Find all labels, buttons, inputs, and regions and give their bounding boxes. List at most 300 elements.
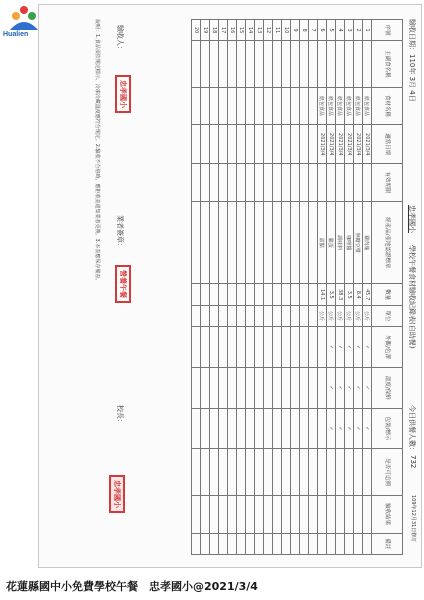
table-row [210,20,219,555]
table-cell [354,533,363,554]
table-cell: 公斤 [327,305,336,326]
table-cell: 公斤 [363,305,372,326]
table-cell [255,41,264,87]
table-cell: ✓ [363,327,372,368]
col-header: 包裝/標示 [372,408,403,449]
table-cell [291,533,300,554]
table-cell [273,284,282,305]
table-cell: 17 [219,20,228,41]
table-cell [201,202,210,284]
table-cell [246,164,255,202]
table-cell: 15 [237,20,246,41]
table-cell [192,533,201,554]
table-cell [246,284,255,305]
table-cell [345,449,354,495]
table-cell [192,408,201,449]
table-cell [228,408,237,449]
col-header: 溫度/保鮮 [372,367,403,408]
table-cell [300,284,309,305]
table-cell [300,449,309,495]
table-cell [219,449,228,495]
table-cell: 4 [336,20,345,41]
table-cell [309,87,318,125]
table-cell [363,449,372,495]
table-cell [219,202,228,284]
table-cell: 公斤 [354,305,363,326]
table-cell [255,284,264,305]
table-row [273,20,282,555]
table-cell: ✓ [354,408,363,449]
table-cell [291,125,300,164]
table-cell [237,305,246,326]
table-cell [354,449,363,495]
table-row [246,20,255,555]
table-cell [237,284,246,305]
col-header: 數量 [372,284,403,305]
table-cell [192,202,201,284]
table-cell [282,495,291,533]
table-row [255,20,264,555]
table-cell: 2021/3/4 [363,125,372,164]
table-cell [255,164,264,202]
table-cell: 2021/3/4 [318,125,327,164]
table-cell [192,367,201,408]
table-cell [282,41,291,87]
inspector-label: 驗收人： [116,25,124,53]
table-cell [318,449,327,495]
table-cell [219,164,228,202]
table-cell [273,367,282,408]
table-cell [309,533,318,554]
col-header: 有效期限 [372,164,403,202]
table-cell [237,495,246,533]
table-cell [255,408,264,449]
table-cell [309,305,318,326]
table-cell [237,449,246,495]
table-cell [237,533,246,554]
table-cell [201,87,210,125]
table-cell [219,408,228,449]
col-header: 經產品/產地認證標章 [372,202,403,284]
table-cell [237,367,246,408]
table-cell: 3 [345,20,354,41]
table-cell [228,533,237,554]
table-cell [363,533,372,554]
table-cell [246,495,255,533]
table-cell [228,41,237,87]
table-cell [228,449,237,495]
table-cell [291,449,300,495]
table-cell: ✓ [336,367,345,408]
table-cell [192,305,201,326]
table-cell [237,41,246,87]
table-cell [210,327,219,368]
table-cell [345,533,354,554]
table-cell [246,327,255,368]
table-cell [210,202,219,284]
table-cell [246,125,255,164]
table-cell [246,202,255,284]
table-cell: 紙包食品 [327,87,336,125]
table-row [282,20,291,555]
table-cell [336,41,345,87]
table-cell [309,408,318,449]
col-header: 序號 [372,20,403,41]
table-body [192,20,372,555]
table-cell [210,305,219,326]
table-cell: 19 [201,20,210,41]
table-cell [228,495,237,533]
table-cell [228,327,237,368]
table-cell [264,495,273,533]
table-cell [336,533,345,554]
table-cell [219,305,228,326]
table-cell [255,449,264,495]
principal-stamp: 忠孝國小 [109,475,125,513]
col-header: 外觀/色澤 [372,327,403,368]
table-cell [354,495,363,533]
table-cell [264,305,273,326]
table-cell: ✓ [363,408,372,449]
table-cell: 3.5 [327,284,336,305]
table-cell [210,41,219,87]
table-row [354,20,363,555]
table-cell [246,408,255,449]
table-cell [246,449,255,495]
table-cell [210,164,219,202]
table-row [228,20,237,555]
table-cell [228,305,237,326]
table-cell: 6 [318,20,327,41]
rotated-form [39,5,421,567]
table-cell [192,495,201,533]
table-cell [300,164,309,202]
table-cell: ✓ [327,327,336,368]
table-row [237,20,246,555]
table-cell [201,327,210,368]
table-cell [264,87,273,125]
table-cell [300,87,309,125]
table-cell [282,284,291,305]
table-cell [336,495,345,533]
table-cell [228,202,237,284]
table-cell [210,495,219,533]
table-cell [219,367,228,408]
table-cell: ✓ [327,367,336,408]
table-cell: 紙包食品 [345,87,354,125]
table-cell [264,327,273,368]
table-cell [345,41,354,87]
table-cell [273,202,282,284]
table-cell [327,164,336,202]
table-cell [282,87,291,125]
table-cell [363,164,372,202]
table-cell [192,125,201,164]
table-cell [309,327,318,368]
table-cell: 公斤 [345,305,354,326]
table-cell [264,408,273,449]
table-cell [192,164,201,202]
table-row [318,20,327,555]
table-cell: 18 [210,20,219,41]
col-header: 是否可追溯 [372,449,403,495]
table-row [291,20,300,555]
table-cell [219,87,228,125]
table-cell [192,87,201,125]
table-cell [291,327,300,368]
table-cell [273,533,282,554]
table-cell [246,305,255,326]
col-header: 驗收結果 [372,495,403,533]
table-cell: ✓ [345,327,354,368]
table-cell: ✓ [345,367,354,408]
table-cell [345,164,354,202]
table-row [300,20,309,555]
table-cell [309,495,318,533]
col-header: 備註 [372,533,403,554]
table-cell [354,41,363,87]
table-cell [246,41,255,87]
table-cell [309,367,318,408]
table-cell [210,449,219,495]
table-cell: 38.3 [336,284,345,305]
table-cell [300,125,309,164]
table-cell: 8.4 [354,284,363,305]
table-cell [264,449,273,495]
table-cell [327,41,336,87]
table-cell [264,284,273,305]
table-cell [300,495,309,533]
table-cell [318,164,327,202]
table-cell: 2021/3/4 [336,125,345,164]
table-cell [291,367,300,408]
col-header: 食材名稱 [372,87,403,125]
table-cell [318,41,327,87]
table-cell [309,125,318,164]
table-cell [318,408,327,449]
table-cell: ✓ [354,327,363,368]
table-cell [300,41,309,87]
table-cell [219,327,228,368]
table-cell: 雞肉塊 [363,202,372,284]
supplier-stamp: 營養午餐 [115,265,131,303]
table-cell [273,408,282,449]
table-cell [201,284,210,305]
logo-text: Hualien [3,31,29,38]
table-cell: 45.7 [363,284,372,305]
table-cell [228,367,237,408]
table-cell [228,125,237,164]
table-cell: 10 [282,20,291,41]
table-row [201,20,210,555]
table-cell [255,495,264,533]
table-row [219,20,228,555]
table-cell: 1 [363,20,372,41]
table-cell [264,164,273,202]
table-cell [291,164,300,202]
table-header-row [372,20,403,555]
meal-count-label: 今日供餐人數： [408,405,416,454]
table-cell: 雞蛋 [327,202,336,284]
table-cell [363,41,372,87]
table-cell [255,305,264,326]
inspector-stamp: 忠孝國小 [115,75,131,113]
col-header: 適當日期 [372,125,403,164]
table-cell [219,41,228,87]
table-cell: ✓ [345,408,354,449]
table-cell [291,305,300,326]
table-cell [291,408,300,449]
table-cell [237,164,246,202]
table-cell [255,125,264,164]
table-cell [201,41,210,87]
table-cell: 公斤 [318,305,327,326]
table-cell [255,533,264,554]
table-cell [309,202,318,284]
table-cell [210,87,219,125]
table-cell [336,449,345,495]
table-cell [228,284,237,305]
table-cell [291,41,300,87]
table-cell: 11 [273,20,282,41]
table-cell [336,164,345,202]
table-cell [282,164,291,202]
table-cell [273,449,282,495]
table-cell [237,202,246,284]
table-cell: 2 [354,20,363,41]
table-cell [219,284,228,305]
table-cell [309,449,318,495]
table-cell [201,164,210,202]
table-cell [201,495,210,533]
table-cell: ✓ [336,408,345,449]
table-cell: 紙包食品 [363,87,372,125]
table-cell: 調味料 [336,202,345,284]
table-cell: 紙包食品 [318,87,327,125]
table-cell [246,367,255,408]
table-cell [201,408,210,449]
table-cell: 公斤 [336,305,345,326]
table-cell: 紙包食品 [354,87,363,125]
table-cell [282,202,291,284]
table-cell [273,305,282,326]
table-cell [210,125,219,164]
table-cell [273,327,282,368]
table-cell [354,164,363,202]
table-cell [318,327,327,368]
table-cell: ✓ [363,367,372,408]
table-cell: 咖哩醬 [345,202,354,284]
table-cell [300,408,309,449]
table-cell [345,495,354,533]
table-cell: 2021/3/4 [327,125,336,164]
table-cell [264,125,273,164]
table-cell [264,367,273,408]
table-cell [318,533,327,554]
table-cell [192,449,201,495]
table-cell: 甜點 [318,202,327,284]
table-cell: 9 [291,20,300,41]
table-cell [273,164,282,202]
table-cell [273,41,282,87]
table-cell [219,125,228,164]
table-cell: 13 [255,20,264,41]
table-row [363,20,372,555]
table-cell: 無糖豆漿 [354,202,363,284]
table-cell [219,495,228,533]
table-cell [291,87,300,125]
table-cell [273,495,282,533]
table-cell [291,495,300,533]
table-cell [201,367,210,408]
table-cell: 7 [309,20,318,41]
table-cell [246,533,255,554]
table-cell: 20 [192,20,201,41]
meal-count-value: 732 [409,455,417,469]
table-cell: 紙包食品 [336,87,345,125]
table-cell [201,305,210,326]
table-cell [282,408,291,449]
table-cell [282,305,291,326]
table-cell [363,495,372,533]
table-cell [192,284,201,305]
table-cell [237,408,246,449]
table-cell [273,125,282,164]
table-cell [327,533,336,554]
principal-label: 校長： [116,405,124,426]
scanned-document [38,4,422,568]
table-cell [255,202,264,284]
table-cell: 2021/3/4 [345,125,354,164]
table-cell [327,495,336,533]
table-cell: 8 [300,20,309,41]
table-cell [192,41,201,87]
table-cell [318,367,327,408]
table-cell [210,367,219,408]
table-row [264,20,273,555]
table-cell [201,449,210,495]
table-cell: 2021/3/4 [354,125,363,164]
table-cell: ✓ [336,327,345,368]
table-cell [282,367,291,408]
table-cell [210,408,219,449]
footer-caption: 花蓮縣國中小免費學校午餐 忠孝國小@2021/3/4 [6,580,258,593]
table-cell: 3.5 [345,284,354,305]
table-cell: 12 [264,20,273,41]
table-cell: ✓ [327,408,336,449]
table-cell [309,164,318,202]
table-row [336,20,345,555]
table-cell [282,327,291,368]
inspection-date: 驗收日期：110年 3月 4日 [408,19,416,102]
table-cell [282,125,291,164]
table-cell [201,533,210,554]
table-cell [264,202,273,284]
table-cell: 16 [228,20,237,41]
inspection-table [191,19,403,555]
table-cell [300,305,309,326]
table-cell [300,327,309,368]
table-cell [318,495,327,533]
table-cell [264,533,273,554]
table-cell [228,164,237,202]
table-row [192,20,201,555]
table-row [327,20,336,555]
supplier-label: 業者簽章： [116,215,124,250]
table-cell [291,202,300,284]
table-cell [300,202,309,284]
table-row [345,20,354,555]
